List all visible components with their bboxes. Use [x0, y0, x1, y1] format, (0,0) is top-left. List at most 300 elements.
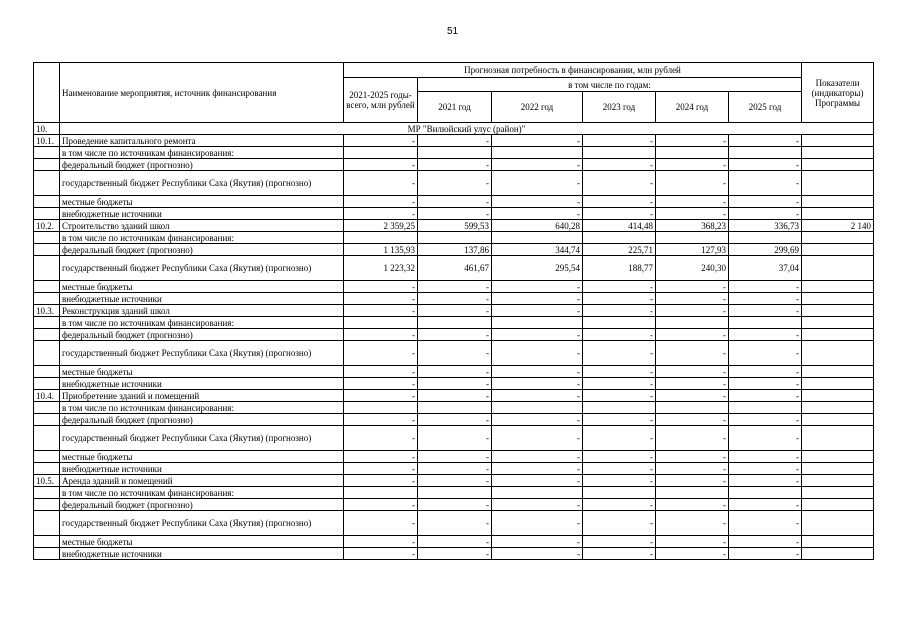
- row-year-value: 137,86: [418, 244, 492, 256]
- table-row: [34, 244, 874, 256]
- row-year-value: -: [583, 511, 656, 536]
- row-year-value: -: [492, 341, 583, 366]
- table-row: [34, 171, 874, 196]
- row-code: [34, 451, 60, 463]
- row-total: [344, 147, 418, 159]
- row-year-value: -: [583, 171, 656, 196]
- row-year-value: -: [583, 536, 656, 548]
- row-year-value: -: [656, 159, 729, 171]
- row-year-value: 188,77: [583, 256, 656, 281]
- row-year-value: -: [729, 366, 802, 378]
- row-total: -: [344, 135, 418, 147]
- row-year-value: -: [492, 196, 583, 208]
- row-code: [34, 499, 60, 511]
- row-year-value: [492, 147, 583, 159]
- row-indicator: [802, 499, 874, 511]
- row-year-value: [656, 147, 729, 159]
- row-year-value: -: [583, 366, 656, 378]
- row-total: -: [344, 426, 418, 451]
- row-name: внебюджетные источники: [60, 463, 344, 475]
- row-indicator: [802, 305, 874, 317]
- row-code: 10.1.: [34, 135, 60, 147]
- row-indicator: [802, 232, 874, 244]
- row-code: [34, 196, 60, 208]
- table-row: [34, 366, 874, 378]
- row-year-value: -: [492, 451, 583, 463]
- row-year-value: -: [583, 414, 656, 426]
- row-year-value: -: [729, 475, 802, 487]
- row-year-value: [418, 487, 492, 499]
- row-year-value: -: [656, 378, 729, 390]
- row-code: 10.3.: [34, 305, 60, 317]
- row-indicator: [802, 293, 874, 305]
- row-indicator: [802, 256, 874, 281]
- row-indicator: [802, 475, 874, 487]
- row-code: 10.2.: [34, 220, 60, 232]
- row-name: внебюджетные источники: [60, 378, 344, 390]
- table-row: [34, 402, 874, 414]
- header-year: 2022 год: [492, 92, 583, 123]
- row-indicator: [802, 511, 874, 536]
- row-year-value: -: [583, 305, 656, 317]
- row-indicator: [802, 426, 874, 451]
- row-code: [34, 293, 60, 305]
- row-year-value: [729, 232, 802, 244]
- row-year-value: -: [656, 305, 729, 317]
- row-year-value: -: [729, 208, 802, 220]
- header-forecast: Прогнозная потребность в финансировании, млн рублей: [344, 63, 802, 78]
- row-total: [344, 317, 418, 329]
- header-year: 2023 год: [583, 92, 656, 123]
- row-total: -: [344, 341, 418, 366]
- row-year-value: -: [418, 390, 492, 402]
- row-year-value: -: [583, 426, 656, 451]
- table-row: [34, 135, 874, 147]
- row-name: в том числе по источникам финансирования:: [60, 232, 344, 244]
- table-row: [34, 536, 874, 548]
- table-row: [34, 511, 874, 536]
- table-row: [34, 451, 874, 463]
- row-year-value: -: [656, 451, 729, 463]
- row-year-value: -: [492, 293, 583, 305]
- row-year-value: 37,04: [729, 256, 802, 281]
- row-year-value: -: [583, 159, 656, 171]
- section-row: [34, 123, 874, 135]
- row-year-value: -: [583, 390, 656, 402]
- row-year-value: -: [729, 511, 802, 536]
- row-year-value: -: [729, 414, 802, 426]
- row-year-value: -: [656, 135, 729, 147]
- row-name: в том числе по источникам финансирования:: [60, 487, 344, 499]
- row-year-value: -: [418, 159, 492, 171]
- row-code: [34, 402, 60, 414]
- row-year-value: -: [583, 329, 656, 341]
- row-total: -: [344, 499, 418, 511]
- row-year-value: -: [729, 171, 802, 196]
- row-name: Реконструкция зданий школ: [60, 305, 344, 317]
- row-total: -: [344, 171, 418, 196]
- header-total: 2021-2025 годы- всего, млн рублей: [344, 78, 418, 123]
- row-year-value: [418, 147, 492, 159]
- row-total: -: [344, 281, 418, 293]
- row-indicator: [802, 536, 874, 548]
- row-code: [34, 147, 60, 159]
- row-name: государственный бюджет Республики Саха (Якутия) (прогнозно): [60, 171, 344, 196]
- row-name: внебюджетные источники: [60, 293, 344, 305]
- row-year-value: -: [729, 536, 802, 548]
- row-year-value: [492, 317, 583, 329]
- row-year-value: 127,93: [656, 244, 729, 256]
- row-indicator: [802, 317, 874, 329]
- row-year-value: -: [583, 281, 656, 293]
- row-year-value: -: [492, 208, 583, 220]
- row-year-value: -: [729, 293, 802, 305]
- row-name: Аренда зданий и помещений: [60, 475, 344, 487]
- row-total: -: [344, 329, 418, 341]
- row-total: -: [344, 208, 418, 220]
- row-code: [34, 366, 60, 378]
- row-code: [34, 244, 60, 256]
- row-total: -: [344, 548, 418, 560]
- row-code: [34, 171, 60, 196]
- row-indicator: [802, 463, 874, 475]
- row-indicator: 2 140: [802, 220, 874, 232]
- row-year-value: 299,69: [729, 244, 802, 256]
- row-year-value: [418, 402, 492, 414]
- row-name: государственный бюджет Республики Саха (Якутия) (прогнозно): [60, 426, 344, 451]
- table-row: [34, 499, 874, 511]
- table-row: [34, 256, 874, 281]
- row-code: [34, 511, 60, 536]
- row-year-value: -: [492, 171, 583, 196]
- row-year-value: -: [418, 499, 492, 511]
- table-row: [34, 475, 874, 487]
- row-year-value: -: [729, 451, 802, 463]
- row-year-value: -: [492, 463, 583, 475]
- row-total: -: [344, 536, 418, 548]
- row-name: федеральный бюджет (прогнозно): [60, 414, 344, 426]
- row-year-value: [729, 147, 802, 159]
- row-code: [34, 414, 60, 426]
- row-code: [34, 548, 60, 560]
- header-by-years: в том числе по годам:: [418, 78, 802, 92]
- row-code: [34, 426, 60, 451]
- row-total: -: [344, 159, 418, 171]
- row-year-value: -: [418, 378, 492, 390]
- row-year-value: [583, 402, 656, 414]
- header-year: 2021 год: [418, 92, 492, 123]
- row-code: [34, 256, 60, 281]
- row-year-value: -: [583, 451, 656, 463]
- row-year-value: -: [492, 414, 583, 426]
- table-row: [34, 147, 874, 159]
- table-row: [34, 159, 874, 171]
- row-code: [34, 378, 60, 390]
- row-year-value: -: [583, 135, 656, 147]
- row-year-value: 336,73: [729, 220, 802, 232]
- row-year-value: -: [729, 341, 802, 366]
- row-year-value: -: [729, 426, 802, 451]
- row-year-value: -: [656, 475, 729, 487]
- row-year-value: -: [729, 463, 802, 475]
- row-name: государственный бюджет Республики Саха (Якутия) (прогнозно): [60, 511, 344, 536]
- row-indicator: [802, 487, 874, 499]
- row-year-value: -: [418, 548, 492, 560]
- row-year-value: [583, 147, 656, 159]
- row-year-value: [656, 232, 729, 244]
- row-indicator: [802, 171, 874, 196]
- row-total: -: [344, 414, 418, 426]
- row-year-value: -: [656, 171, 729, 196]
- row-year-value: 368,23: [656, 220, 729, 232]
- row-name: Проведение капитального ремонта: [60, 135, 344, 147]
- row-name: федеральный бюджет (прогнозно): [60, 159, 344, 171]
- row-year-value: -: [583, 293, 656, 305]
- row-indicator: [802, 208, 874, 220]
- row-indicator: [802, 548, 874, 560]
- table-row: [34, 414, 874, 426]
- row-year-value: [656, 487, 729, 499]
- row-year-value: -: [583, 463, 656, 475]
- row-year-value: -: [492, 499, 583, 511]
- row-year-value: -: [729, 378, 802, 390]
- row-name: в том числе по источникам финансирования:: [60, 317, 344, 329]
- row-indicator: [802, 159, 874, 171]
- table-row: [34, 390, 874, 402]
- row-total: -: [344, 451, 418, 463]
- header-indicators: Показатели (индикаторы) Программы: [802, 63, 874, 123]
- section-title: МР "Вилюйский улус (район)": [60, 123, 874, 135]
- row-code: [34, 463, 60, 475]
- row-year-value: [492, 487, 583, 499]
- row-indicator: [802, 341, 874, 366]
- row-name: государственный бюджет Республики Саха (Якутия) (прогнозно): [60, 341, 344, 366]
- row-year-value: [656, 402, 729, 414]
- row-year-value: -: [492, 511, 583, 536]
- row-year-value: -: [583, 341, 656, 366]
- row-year-value: [656, 317, 729, 329]
- row-year-value: -: [418, 511, 492, 536]
- section-code: 10.: [34, 123, 60, 135]
- table-row: [34, 341, 874, 366]
- row-code: [34, 317, 60, 329]
- row-name: в том числе по источникам финансирования:: [60, 402, 344, 414]
- row-year-value: -: [656, 390, 729, 402]
- row-indicator: [802, 402, 874, 414]
- row-year-value: -: [656, 426, 729, 451]
- row-year-value: -: [492, 548, 583, 560]
- row-indicator: [802, 281, 874, 293]
- row-year-value: -: [418, 196, 492, 208]
- row-indicator: [802, 135, 874, 147]
- row-year-value: -: [656, 341, 729, 366]
- row-total: 1 135,93: [344, 244, 418, 256]
- row-year-value: -: [492, 378, 583, 390]
- row-year-value: 225,71: [583, 244, 656, 256]
- row-year-value: -: [583, 196, 656, 208]
- row-indicator: [802, 147, 874, 159]
- row-total: -: [344, 463, 418, 475]
- table-row: [34, 208, 874, 220]
- row-total: -: [344, 390, 418, 402]
- row-name: Приобретение зданий и помещений: [60, 390, 344, 402]
- row-year-value: -: [729, 196, 802, 208]
- row-total: -: [344, 305, 418, 317]
- row-year-value: -: [656, 329, 729, 341]
- table-row: [34, 426, 874, 451]
- row-year-value: 414,48: [583, 220, 656, 232]
- row-year-value: [729, 402, 802, 414]
- row-year-value: -: [729, 329, 802, 341]
- row-year-value: 461,67: [418, 256, 492, 281]
- row-year-value: [729, 487, 802, 499]
- row-year-value: -: [656, 511, 729, 536]
- page-number: 51: [446, 26, 459, 37]
- row-code: [34, 487, 60, 499]
- row-year-value: -: [418, 414, 492, 426]
- row-year-value: -: [656, 366, 729, 378]
- row-name: внебюджетные источники: [60, 548, 344, 560]
- row-name: федеральный бюджет (прогнозно): [60, 244, 344, 256]
- row-year-value: -: [656, 548, 729, 560]
- row-code: 10.5.: [34, 475, 60, 487]
- row-indicator: [802, 390, 874, 402]
- row-year-value: -: [418, 451, 492, 463]
- row-year-value: 240,30: [656, 256, 729, 281]
- row-name: местные бюджеты: [60, 536, 344, 548]
- row-year-value: -: [492, 536, 583, 548]
- row-year-value: -: [656, 293, 729, 305]
- row-year-value: 599,53: [418, 220, 492, 232]
- row-year-value: [583, 232, 656, 244]
- row-total: [344, 487, 418, 499]
- row-total: -: [344, 196, 418, 208]
- row-code: 10.4.: [34, 390, 60, 402]
- row-year-value: -: [656, 499, 729, 511]
- row-year-value: -: [492, 475, 583, 487]
- row-name: местные бюджеты: [60, 451, 344, 463]
- row-year-value: -: [729, 390, 802, 402]
- row-year-value: -: [418, 475, 492, 487]
- header-name: Наименование мероприятия, источник финансирования: [60, 63, 344, 123]
- table-row: [34, 281, 874, 293]
- row-name: местные бюджеты: [60, 196, 344, 208]
- row-year-value: [729, 317, 802, 329]
- row-year-value: 640,28: [492, 220, 583, 232]
- row-year-value: -: [583, 378, 656, 390]
- row-name: государственный бюджет Республики Саха (Якутия) (прогнозно): [60, 256, 344, 281]
- row-year-value: -: [583, 208, 656, 220]
- row-indicator: [802, 196, 874, 208]
- row-year-value: 295,54: [492, 256, 583, 281]
- row-year-value: [492, 402, 583, 414]
- table-row: [34, 196, 874, 208]
- row-year-value: -: [656, 536, 729, 548]
- row-name: в том числе по источникам финансирования:: [60, 147, 344, 159]
- row-indicator: [802, 329, 874, 341]
- row-total: -: [344, 378, 418, 390]
- row-year-value: -: [729, 499, 802, 511]
- row-year-value: -: [729, 159, 802, 171]
- row-total: [344, 402, 418, 414]
- row-total: -: [344, 366, 418, 378]
- row-year-value: -: [492, 281, 583, 293]
- row-year-value: -: [492, 135, 583, 147]
- row-total: [344, 232, 418, 244]
- table-row: [34, 463, 874, 475]
- row-name: Строительство зданий школ: [60, 220, 344, 232]
- row-year-value: -: [418, 305, 492, 317]
- row-year-value: -: [418, 208, 492, 220]
- table-row: [34, 329, 874, 341]
- table-row: [34, 548, 874, 560]
- row-year-value: -: [656, 196, 729, 208]
- row-year-value: -: [656, 281, 729, 293]
- header-year: 2024 год: [656, 92, 729, 123]
- row-indicator: [802, 244, 874, 256]
- row-year-value: -: [729, 548, 802, 560]
- row-year-value: -: [583, 548, 656, 560]
- row-year-value: -: [492, 390, 583, 402]
- row-year-value: -: [729, 305, 802, 317]
- row-year-value: -: [656, 414, 729, 426]
- table-row: [34, 487, 874, 499]
- row-code: [34, 159, 60, 171]
- row-code: [34, 329, 60, 341]
- table-row: [34, 305, 874, 317]
- row-year-value: -: [583, 499, 656, 511]
- row-indicator: [802, 414, 874, 426]
- row-indicator: [802, 378, 874, 390]
- row-year-value: -: [418, 341, 492, 366]
- row-year-value: -: [418, 329, 492, 341]
- row-total: 1 223,32: [344, 256, 418, 281]
- row-name: местные бюджеты: [60, 366, 344, 378]
- row-year-value: -: [418, 135, 492, 147]
- row-name: местные бюджеты: [60, 281, 344, 293]
- row-year-value: [418, 232, 492, 244]
- row-year-value: -: [492, 426, 583, 451]
- row-code: [34, 232, 60, 244]
- table-row: [34, 317, 874, 329]
- row-indicator: [802, 451, 874, 463]
- row-year-value: -: [418, 536, 492, 548]
- row-year-value: -: [729, 135, 802, 147]
- row-year-value: -: [418, 171, 492, 196]
- row-year-value: -: [656, 208, 729, 220]
- row-year-value: -: [492, 159, 583, 171]
- row-code: [34, 341, 60, 366]
- row-year-value: [583, 487, 656, 499]
- row-year-value: -: [656, 463, 729, 475]
- row-total: -: [344, 511, 418, 536]
- row-year-value: -: [418, 426, 492, 451]
- row-name: федеральный бюджет (прогнозно): [60, 329, 344, 341]
- row-name: внебюджетные источники: [60, 208, 344, 220]
- row-year-value: -: [583, 475, 656, 487]
- row-code: [34, 281, 60, 293]
- header-code: [34, 63, 60, 123]
- row-indicator: [802, 366, 874, 378]
- row-year-value: -: [492, 329, 583, 341]
- row-code: [34, 208, 60, 220]
- row-year-value: -: [418, 281, 492, 293]
- row-year-value: [492, 232, 583, 244]
- row-year-value: -: [729, 281, 802, 293]
- table-row: [34, 293, 874, 305]
- row-year-value: 344,74: [492, 244, 583, 256]
- row-year-value: [418, 317, 492, 329]
